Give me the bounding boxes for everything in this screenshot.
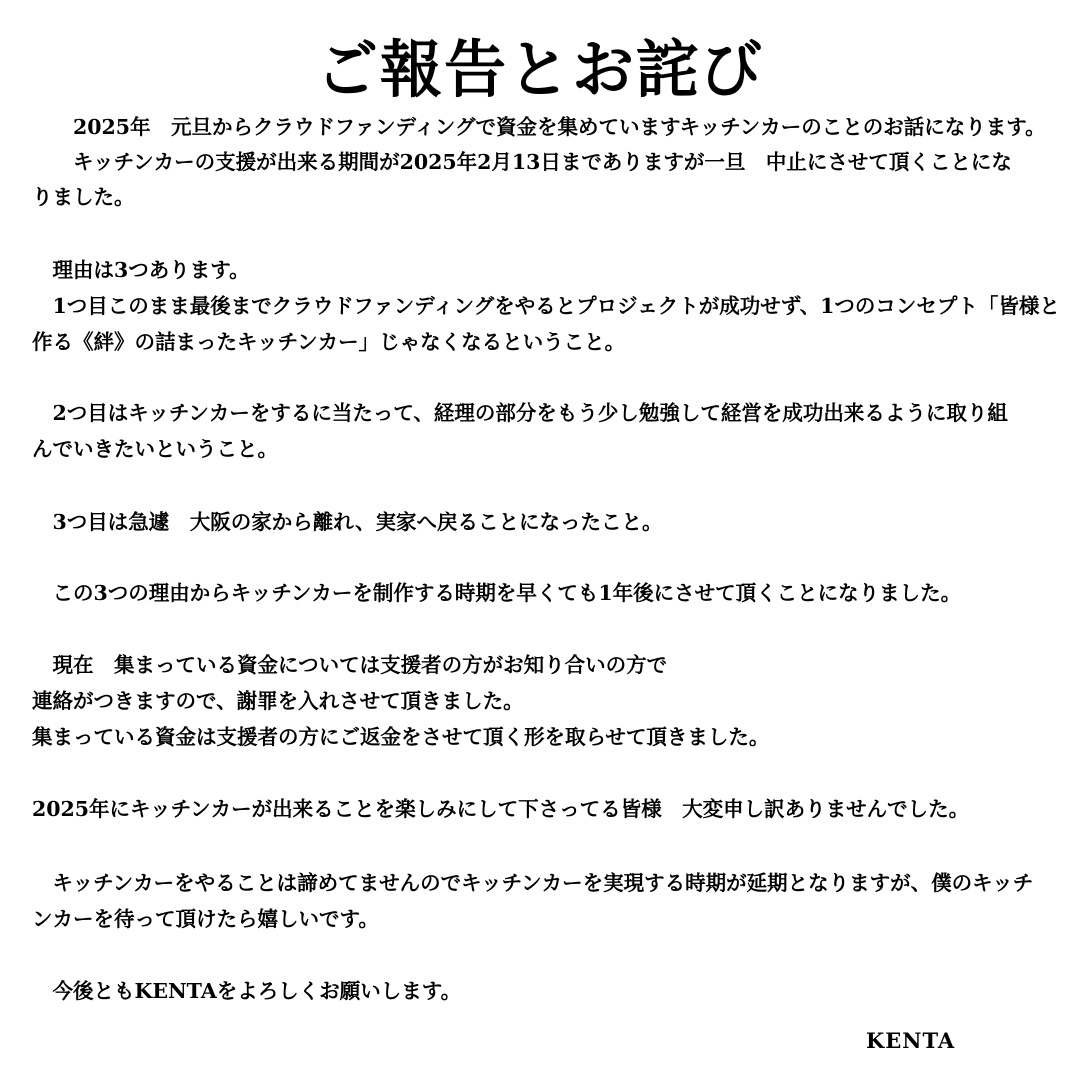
intro-line-2: キッチンカーの支援が出来る期間が2025年2月13日までありますが一旦 中止にさせて頂くことにな <box>32 150 1012 174</box>
intro-line-3: りました。 <box>32 185 135 209</box>
document-title: ご報告とお詫び <box>315 33 764 106</box>
reason-2-line-2: んでいきたいということ。 <box>32 437 278 461</box>
delay-line: この3つの理由からキッチンカーを制作する時期を早くても1年後にさせて頂くことになりました。 <box>32 581 962 605</box>
reason-1-line-2: 作る《絆》の詰まったキッチンカー」じゃなくなるということ。 <box>32 330 626 354</box>
reason-1-line-1: 1つ目このまま最後までクラウドファンディングをやるとプロジェクトが成功せず、1つのコンセプト「皆様と <box>32 294 1060 318</box>
reason-2-line-1: 2つ目はキッチンカーをするに当たって、経理の部分をもう少し勉強して経営を成功出来るように取り組 <box>32 401 1008 425</box>
reason-3-line: 3つ目は急遽 大阪の家から離れ、実家へ戻ることになったこと。 <box>32 510 663 534</box>
closing-line: 今後ともKENTAをよろしくお願いします。 <box>32 979 462 1003</box>
funds-line-2: 連絡がつきますので、謝罪を入れさせて頂きました。 <box>32 689 524 713</box>
intro-line-1: 2025年 元旦からクラウドファンディングで資金を集めていますキッチンカーのことのお話になります。 <box>32 115 1046 139</box>
signature: KENTA <box>866 1028 956 1053</box>
future-line-2: ンカーを待って頂けたら嬉しいです。 <box>32 907 379 931</box>
funds-line-3: 集まっている資金は支援者の方にご返金をさせて頂く形を取らせて頂きました。 <box>32 725 770 749</box>
funds-line-1: 現在 集まっている資金については支援者の方がお知り合いの方で <box>32 653 668 677</box>
reasons-heading: 理由は3つあります。 <box>32 258 250 282</box>
apology-line: 2025年にキッチンカーが出来ることを楽しみにして下さってる皆様 大変申し訳ありませんでした。 <box>32 797 970 821</box>
future-line-1: キッチンカーをやることは諦めてませんのでキッチンカーを実現する時期が延期となりますが、僕のキッチ <box>32 871 1034 895</box>
